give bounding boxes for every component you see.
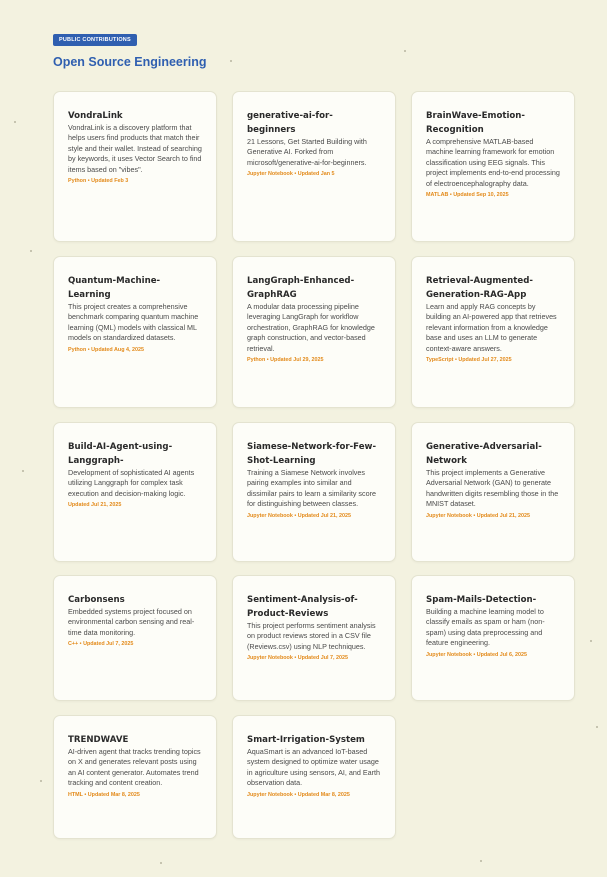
project-description: AI-driven agent that tracks trending topics on X and generates relevant posts using an AI content generator. Automates trend tracking and content creation.	[68, 747, 201, 788]
project-description: This project performs sentiment analysis on product reviews stored in a CSV file (Reviews.csv) using NLP techniques.	[247, 621, 376, 651]
project-description: Building a machine learning model to classify emails as spam or ham (non-spam) using data preprocessing and feature engineering.	[426, 607, 545, 648]
background-speckle	[14, 121, 16, 123]
project-description: 21 Lessons, Get Started Building with Generative AI. Forked from microsoft/generative-ai-for-beginners.	[247, 137, 367, 167]
project-description: VondraLink is a discovery platform that helps users find products that match their style and their wallet. Instead of searching by keywords, it uses Vector Search to find items based on "vibes".	[68, 123, 202, 174]
project-description: A modular data processing pipeline leveraging LangGraph for workflow orchestration, GraphRAG for knowledge graph construction, and vector-based retrieval.	[247, 302, 375, 353]
project-name: Retrieval-Augmented-Generation-RAG-App	[426, 276, 533, 300]
project-name: TRENDWAVE	[68, 735, 129, 745]
project-card-build-ai-agent-using-langgraph[interactable]	[53, 422, 217, 562]
background-speckle	[596, 726, 598, 728]
project-name: Sentiment-Analysis-of-Product-Reviews	[247, 595, 358, 619]
project-description: This project creates a comprehensive benchmark comparing quantum machine learning (QML) models with classical ML models on standardized datasets.	[68, 302, 199, 343]
project-card-sentiment-analysis-of-product-reviews[interactable]	[232, 575, 396, 701]
project-meta: Jupyter Notebook • Updated Jul 21, 2025	[426, 512, 531, 519]
background-speckle	[230, 60, 232, 62]
project-card-brainwave-emotion-recognition[interactable]	[411, 91, 575, 242]
project-name: Generative-Adversarial-Network	[426, 442, 542, 466]
background-speckle	[404, 50, 406, 52]
project-name: VondraLink	[68, 111, 123, 121]
project-name: Quantum-Machine-Learning	[68, 276, 161, 300]
project-card-spam-mails-detection[interactable]	[411, 575, 575, 701]
background-speckle	[30, 250, 32, 252]
project-card-siamese-network-for-few-shot-learning[interactable]	[232, 422, 396, 562]
project-meta: Jupyter Notebook • Updated Jan 5	[247, 171, 335, 178]
project-meta: TypeScript • Updated Jul 27, 2025	[426, 357, 512, 364]
project-meta: HTML • Updated Mar 8, 2025	[68, 791, 140, 798]
project-description: Training a Siamese Network involves pairing examples into similar and dissimilar pairs to learn a similarity score for distinguishing between classes.	[247, 468, 377, 509]
project-card-vondralink[interactable]	[53, 91, 217, 242]
project-meta: Jupyter Notebook • Updated Jul 7, 2025	[247, 655, 349, 662]
project-description: This project implements a Generative Adversarial Network (GAN) to generate handwritten digits resembling those in the MNIST dataset.	[426, 468, 559, 509]
project-name: Carbonsens	[68, 595, 125, 605]
project-card-generative-adversarial-network[interactable]	[411, 422, 575, 562]
project-name: Siamese-Network-for-Few-Shot-Learning	[247, 442, 377, 466]
section-title: Open Source Engineering	[53, 55, 207, 69]
project-name: generative-ai-for-beginners	[247, 111, 333, 135]
project-description: Embedded systems project focused on environmental carbon sensing and real-time data monitoring.	[68, 607, 195, 637]
project-name: LangGraph-Enhanced-GraphRAG	[247, 276, 355, 300]
project-name: Smart-Irrigation-System	[247, 735, 365, 745]
background-speckle	[40, 780, 42, 782]
background-speckle	[160, 862, 162, 864]
project-meta: Updated Jul 21, 2025	[68, 502, 122, 509]
project-card-carbonsens[interactable]	[53, 575, 217, 701]
background-speckle	[22, 470, 24, 472]
project-card-generative-ai-for-beginners[interactable]	[232, 91, 396, 242]
section-badge: PUBLIC CONTRIBUTIONS	[53, 34, 137, 46]
project-meta: Jupyter Notebook • Updated Mar 8, 2025	[247, 791, 350, 798]
project-name: Build-AI-Agent-using-Langgraph-	[68, 442, 173, 466]
project-meta: Python • Updated Aug 4, 2025	[68, 346, 144, 353]
project-card-smart-irrigation-system[interactable]	[232, 715, 396, 839]
project-name: Spam-Mails-Detection-	[426, 595, 537, 605]
project-card-retrieval-augmented-generation-rag-app[interactable]	[411, 256, 575, 408]
project-card-trendwave[interactable]	[53, 715, 217, 839]
project-description: A comprehensive MATLAB-based machine learning framework for emotion classification using EEG signals. This project implements end-to-end processing of electroencephalography data.	[426, 137, 560, 188]
project-description: Development of sophisticated AI agents utilizing Langgraph for complex task execution and decision-making logic.	[68, 468, 195, 498]
project-meta: Python • Updated Feb 3	[68, 178, 129, 185]
project-meta: Jupyter Notebook • Updated Jul 21, 2025	[247, 512, 352, 519]
project-description: Learn and apply RAG concepts by building an AI-powered app that retrieves relevant information from a knowledge base and uses an LLM to generate context-aware answers.	[426, 302, 557, 353]
project-meta: Jupyter Notebook • Updated Jul 6, 2025	[426, 651, 528, 658]
project-card-quantum-machine-learning[interactable]	[53, 256, 217, 408]
project-description: AquaSmart is an advanced IoT-based system designed to optimize water usage in agriculture using sensors, AI, and Earth observation data.	[247, 747, 381, 788]
background-speckle	[480, 860, 482, 862]
project-card-langgraph-enhanced-graphrag[interactable]	[232, 256, 396, 408]
project-meta: C++ • Updated Jul 7, 2025	[68, 641, 134, 648]
project-meta: Python • Updated Jul 29, 2025	[247, 357, 324, 364]
project-name: BrainWave-Emotion-Recognition	[426, 111, 525, 135]
project-meta: MATLAB • Updated Sep 10, 2025	[426, 192, 509, 199]
background-speckle	[590, 640, 592, 642]
